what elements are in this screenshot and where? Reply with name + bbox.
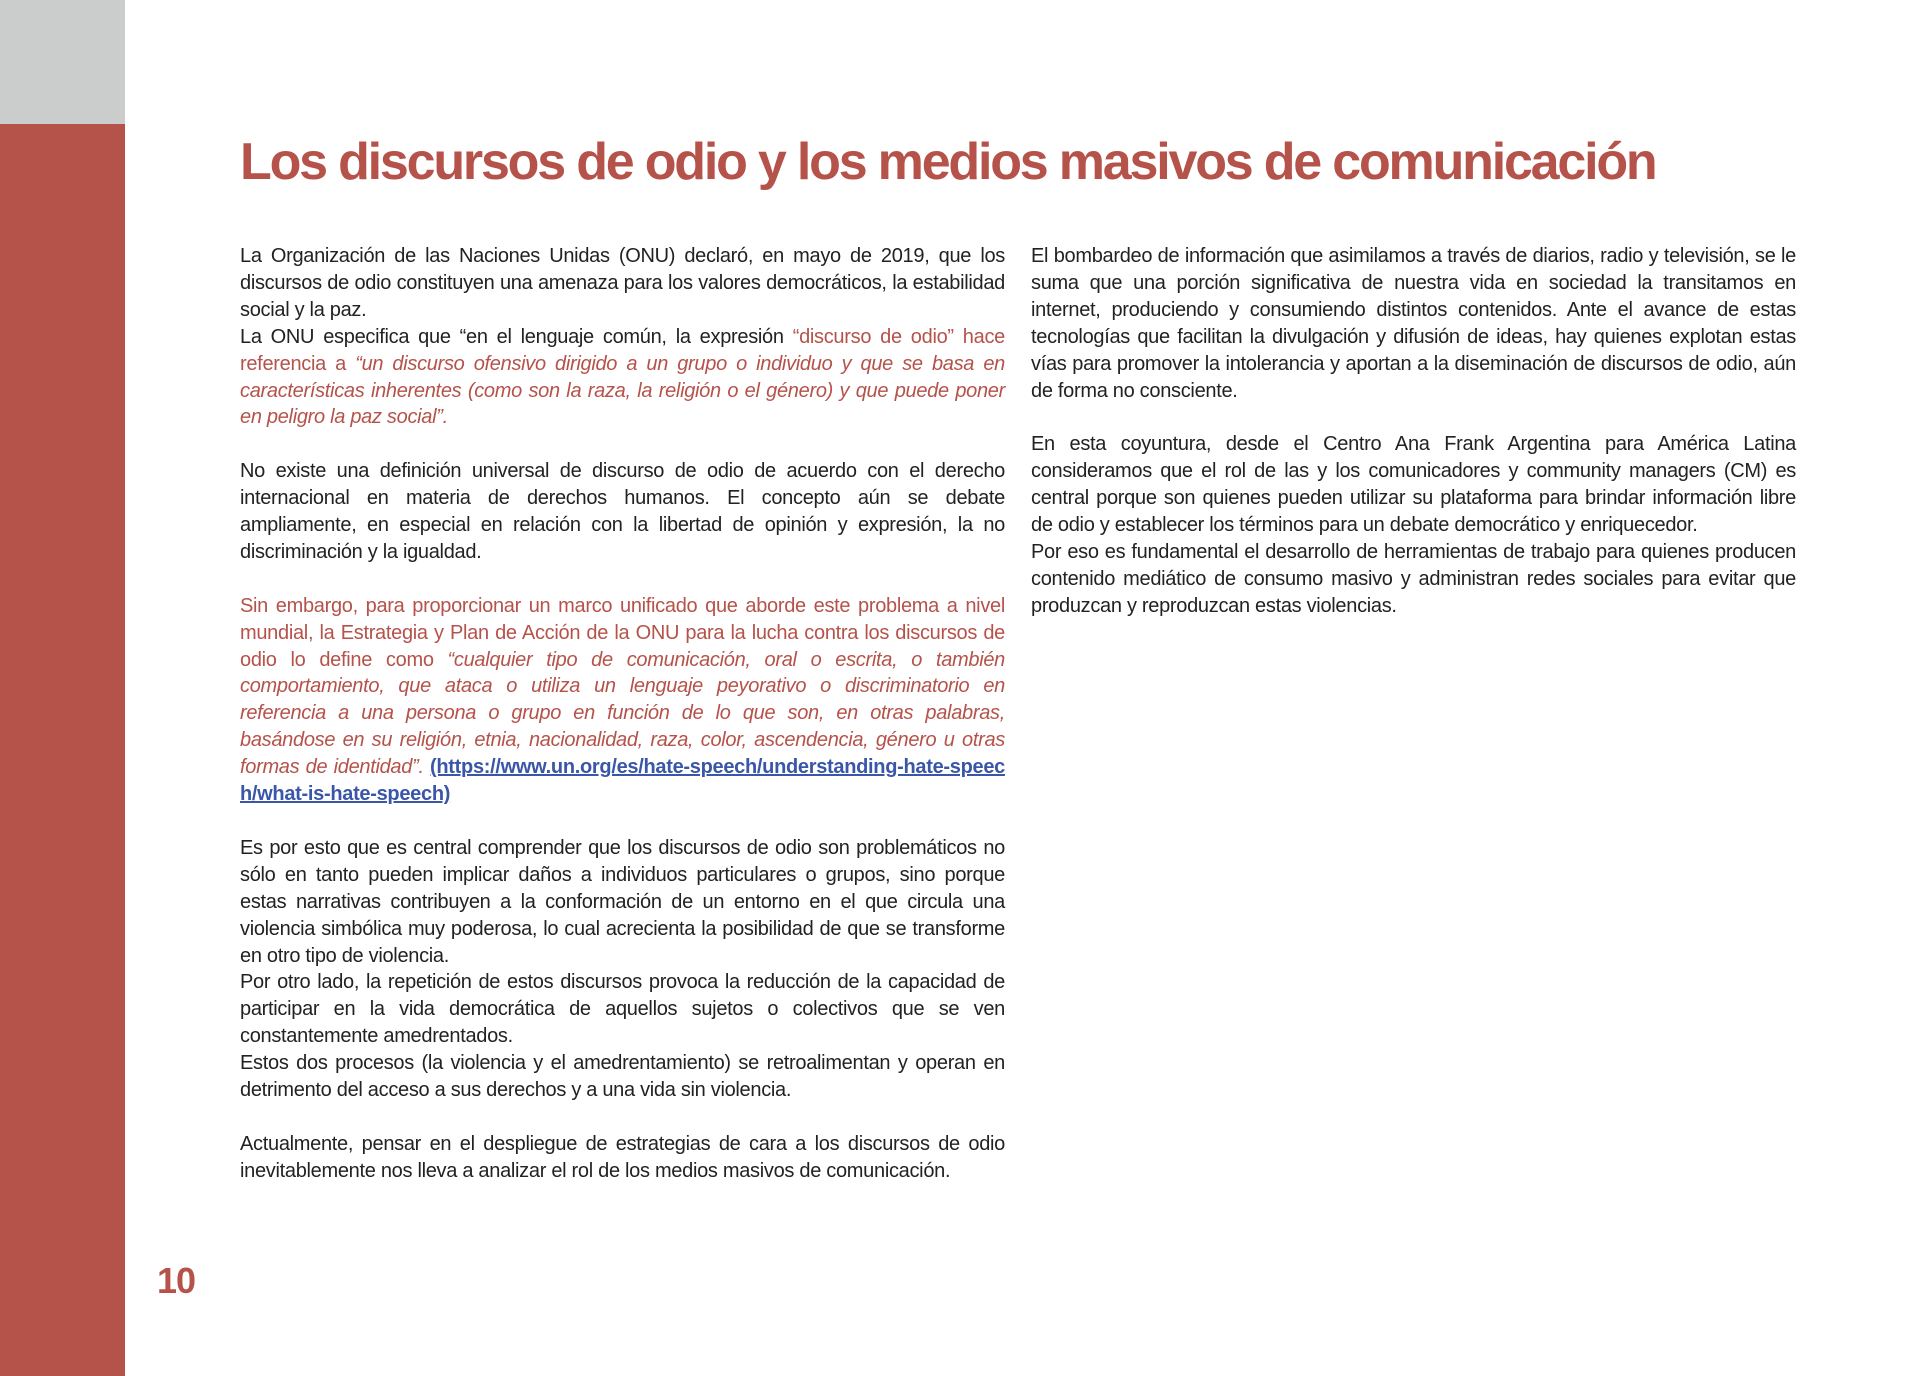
text: Sin embargo, para proporcionar un marco unificado que aborde este problema a nivel mundial, la Estrategia y Plan de Acción de la ONU para la lucha contra los discursos de odio lo define como	[240, 594, 1005, 671]
paragraph: Actualmente, pensar en el despliegue de estrategias de cara a los discursos de odio inevitablemente nos lleva a analizar el rol de los medios masivos de comunicación.	[240, 1132, 1005, 1182]
paragraph: Es por esto que es central comprender que los discursos de odio son problemáticos no sólo en tanto pueden implicar daños a individuos particulares o grupos, sino porque estas narrativas contribuyen a la conformación de un entorno en el que circula una violencia simbólica muy poderosa, lo cual acrecienta la posibilidad de que se transforme en otro tipo de violencia.	[240, 836, 1005, 967]
paragraph: No existe una definición universal de discurso de odio de acuerdo con el derecho internacional en materia de derechos humanos. El concepto aún se debate ampliamente, en especial en relación con la libertad de opinión y expresión, la no discriminación y la igualdad.	[240, 460, 1005, 563]
paragraph: Por eso es fundamental el desarrollo de herramientas de trabajo para quienes producen contenido mediático de consumo masivo y administran redes sociales para evitar que produzcan y reproduzcan estas violencias.	[1031, 540, 1796, 617]
quote: “cualquier tipo de comunicación, oral o escrita, o también comportamiento, que ataca o utiliza un lenguaje peyorativo o discriminatorio en referencia a una persona o grupo en función de lo que son, en otras palabras, basándose en su religión, etnia, nacionalidad, raza, color, ascendencia, género u otras formas de identidad”.	[240, 648, 1005, 779]
paragraph: La Organización de las Naciones Unidas (ONU) declaró, en mayo de 2019, que los discursos de odio constituyen una amenaza para los valores democráticos, la estabilidad social y la paz.	[240, 245, 1005, 321]
paragraph: En esta coyuntura, desde el Centro Ana Frank Argentina para América Latina consideramos que el rol de las y los comunicadores y community managers (CM) es central porque son quienes pueden utilizar su plataforma para brindar información libre de odio y establecer los términos para un debate democrático y enriquecedor.	[1031, 433, 1796, 537]
text: La ONU especifica que “en el lenguaje común, la expresión	[240, 325, 793, 348]
paragraph: Por otro lado, la repetición de estos discursos provoca la reducción de la capacidad de participar en la vida democrática de aquellos sujetos o colectivos que se ven constantemente amedrentados.	[240, 971, 1005, 1048]
right-column	[1031, 243, 1796, 620]
page-title: Los discursos de odio y los medios masivos de comunicación	[240, 133, 1656, 191]
un-hate-speech-link[interactable]: (https://www.un.org/es/hate-speech/understanding-hate-speech/what-is-hate-speech)	[240, 756, 1005, 806]
side-accent-bar	[0, 124, 125, 1376]
text: hace referencia a	[240, 325, 1005, 375]
highlight-term: “discurso de odio”	[792, 325, 954, 348]
left-column	[240, 243, 1005, 1185]
paragraph	[240, 324, 1005, 432]
top-gray-block	[0, 0, 125, 124]
paragraph: El bombardeo de información que asimilamos a través de diarios, radio y televisión, se le suma que una porción significativa de nuestra vida en sociedad la transitamos en internet, produciendo y consumiendo distintos contenidos. Ante el avance de estas tecnologías que facilitan la divulgación y difusión de ideas, hay quienes explotan estas vías para promover la intolerancia y aportan a la diseminación de discursos de odio, aún de forma no consciente.	[1031, 245, 1796, 402]
quote: “un discurso ofensivo dirigido a un grupo o individuo y que se basa en características inherentes (como son la raza, la religión o el género) y que puede poner en peligro la paz social”.	[240, 352, 1005, 429]
paragraph: Estos dos procesos (la violencia y el amedrentamiento) se retroalimentan y operan en detrimento del acceso a sus derechos y a una vida sin violencia.	[240, 1052, 1005, 1102]
page-number: 10	[157, 1260, 196, 1301]
paragraph	[240, 593, 1005, 808]
